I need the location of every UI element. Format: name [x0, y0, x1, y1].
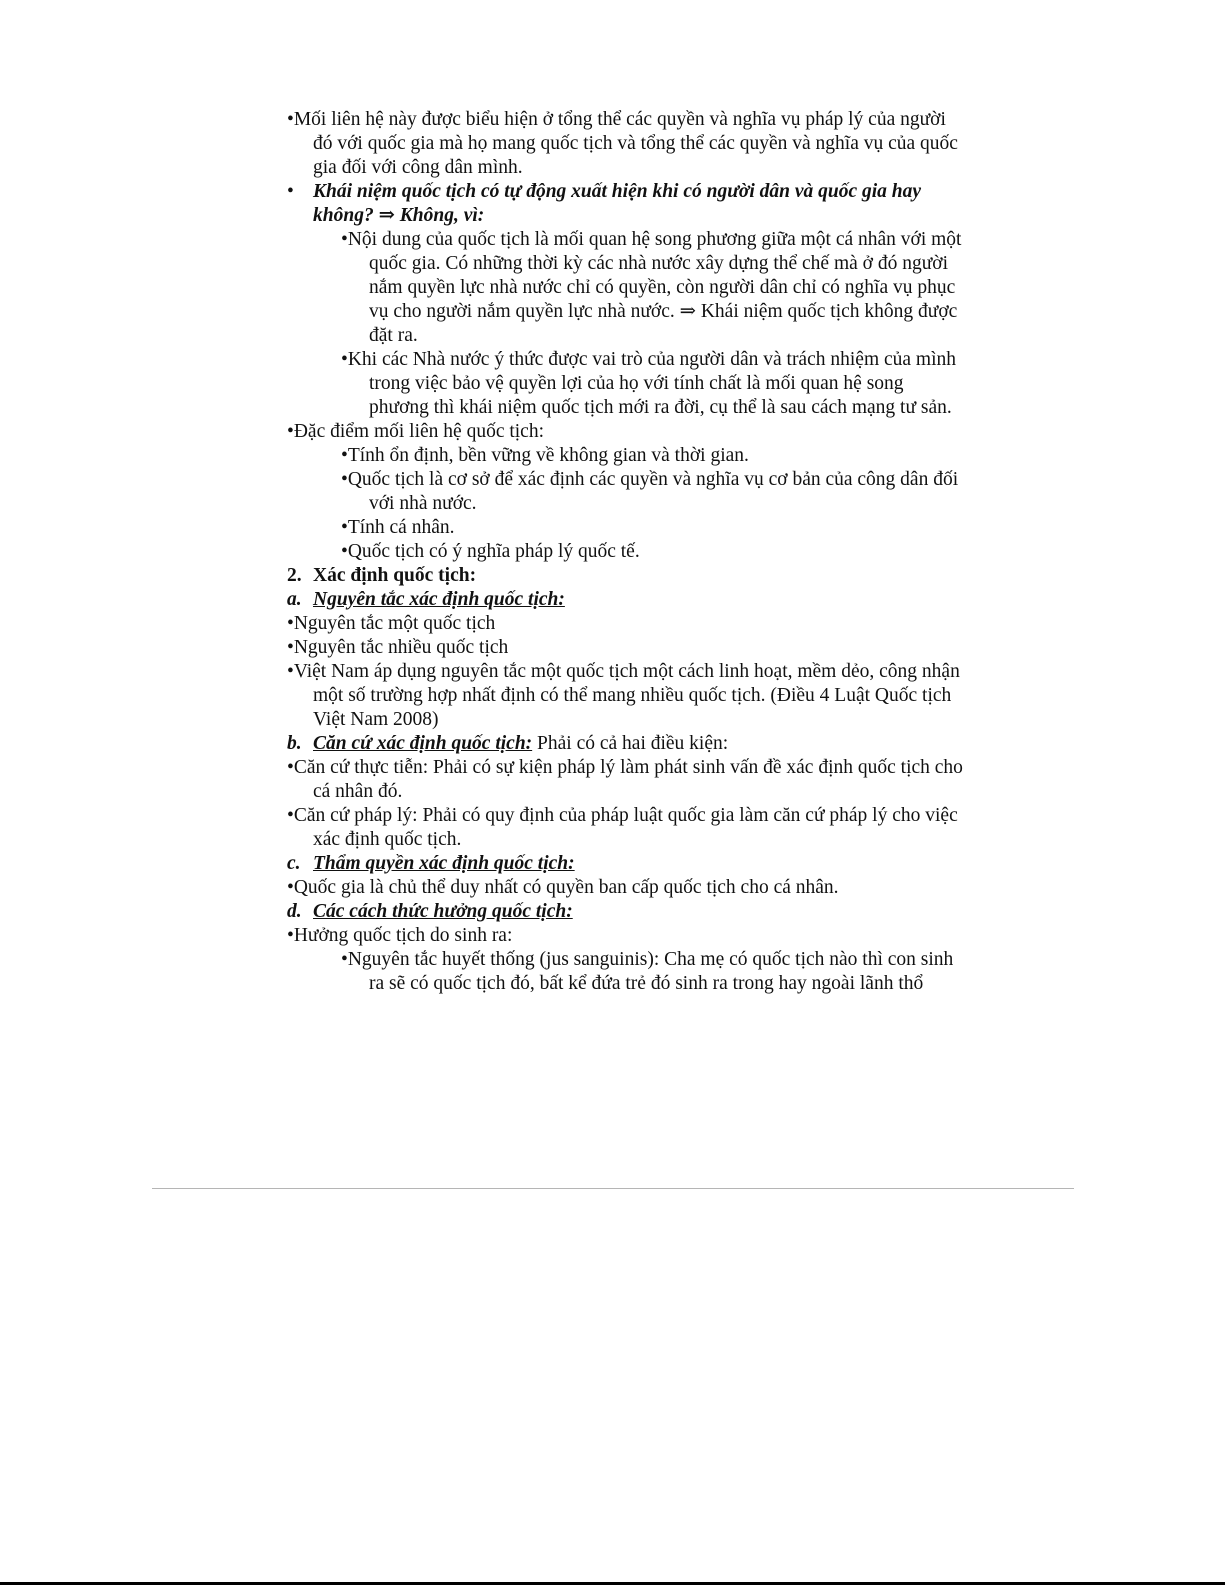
subsection-title: Thẩm quyền xác định quốc tịch: [313, 853, 575, 874]
list-item: •Quốc tịch có ý nghĩa pháp lý quốc tế. [341, 541, 640, 562]
list-item: •Hưởng quốc tịch do sinh ra: [287, 925, 513, 946]
question-text: Khái niệm quốc tịch có tự động xuất hiện khi có người dân và quốc gia hay không? ⇒ Không, vì: [313, 181, 922, 226]
subsection-label: b. [287, 733, 302, 754]
document-body [287, 108, 967, 996]
subsection-b-heading [287, 732, 967, 756]
page-divider [152, 1188, 1074, 1189]
bullet-marker: • [287, 181, 294, 202]
list-item: •Việt Nam áp dụng nguyên tắc một quốc tịch một cách linh hoạt, mềm dẻo, công nhận một số trường hợp nhất định có thể mang nhiều quốc tịch. (Điều 4 Luật Quốc tịch Việt Nam 2008) [287, 661, 960, 730]
subsection-c-heading [287, 852, 967, 876]
features-title: •Đặc điểm mối liên hệ quốc tịch: [287, 421, 545, 442]
subsection-suffix: Phải có cả hai điều kiện: [532, 733, 729, 754]
list-item: •Quốc tịch là cơ sở để xác định các quyền và nghĩa vụ cơ bản của công dân đối với nhà nước. [341, 469, 959, 514]
subsection-label: d. [287, 901, 302, 922]
list-item: •Quốc gia là chủ thể duy nhất có quyền ban cấp quốc tịch cho cá nhân. [287, 877, 839, 898]
list-item: •Nguyên tắc nhiều quốc tịch [287, 637, 509, 658]
section-title: Xác định quốc tịch: [313, 565, 477, 586]
subsection-a-heading [287, 588, 967, 612]
question-heading [287, 180, 967, 228]
list-item: •Khi các Nhà nước ý thức được vai trò của người dân và trách nhiệm của mình trong việc bảo vệ quyền lợi của họ với tính chất là mối quan hệ song phương thì khái niệm quốc tịch mới ra đời, cụ thể là sau cách mạng tư sản. [341, 349, 957, 418]
list-item: •Nội dung của quốc tịch là mối quan hệ song phương giữa một cá nhân với một quốc gia. Có những thời kỳ các nhà nước xây dựng thể chế mà ở đó người nắm quyền lực nhà nước chỉ có quyền, còn người dân chỉ có nghĩa vụ phục vụ cho người nắm quyền lực nhà nước. ⇒ Khái niệm quốc tịch không được đặt ra. [341, 229, 962, 346]
subsection-label: a. [287, 589, 302, 610]
list-item: •Nguyên tắc một quốc tịch [287, 613, 496, 634]
section-heading [287, 564, 967, 588]
subsection-d-heading [287, 900, 967, 924]
list-item: •Nguyên tắc huyết thống (jus sanguinis): Cha mẹ có quốc tịch nào thì con sinh ra sẽ có quốc tịch đó, bất kể đứa trẻ đó sinh ra trong hay ngoài lãnh thổ [341, 949, 954, 994]
subsection-title: Các cách thức hưởng quốc tịch: [313, 901, 573, 922]
list-item: •Căn cứ thực tiễn: Phải có sự kiện pháp lý làm phát sinh vấn đề xác định quốc tịch cho cá nhân đó. [287, 757, 963, 802]
section-number: 2. [287, 565, 302, 586]
list-item: •Tính cá nhân. [341, 517, 455, 538]
subsection-title: Căn cứ xác định quốc tịch: [313, 733, 533, 754]
list-item: •Căn cứ pháp lý: Phải có quy định của pháp luật quốc gia làm căn cứ pháp lý cho việc xác định quốc tịch. [287, 805, 958, 850]
list-item: •Tính ổn định, bền vững về không gian và thời gian. [341, 445, 749, 466]
subsection-label: c. [287, 853, 301, 874]
paragraph-relation: •Mối liên hệ này được biểu hiện ở tổng thể các quyền và nghĩa vụ pháp lý của người đó với quốc gia mà họ mang quốc tịch và tổng thể các quyền và nghĩa vụ của quốc gia đối với công dân mình. [287, 109, 958, 178]
subsection-title: Nguyên tắc xác định quốc tịch: [313, 589, 565, 610]
